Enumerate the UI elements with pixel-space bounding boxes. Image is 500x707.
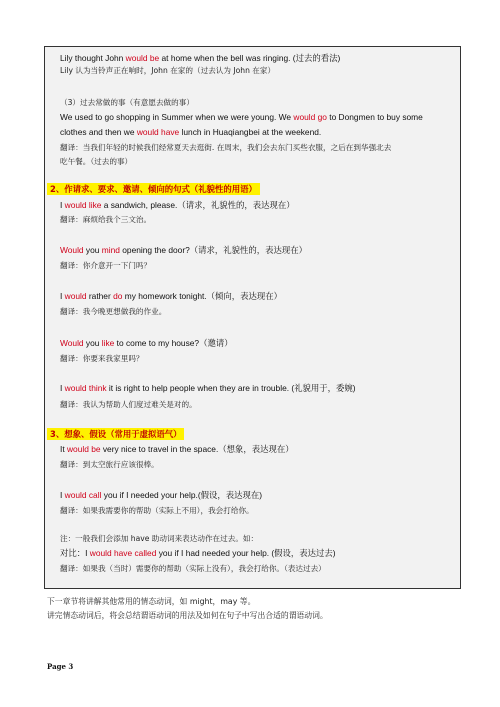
text-run: a sandwich, please.（请求，礼貌性的，表达现在）: [101, 200, 295, 210]
s3-contrast: [60, 548, 336, 559]
s2-item-2-en: [60, 245, 307, 256]
sub3-en-1: [60, 112, 423, 123]
section-3-number: 3、: [50, 429, 65, 439]
s2-item-4-en: [60, 338, 233, 349]
text-run: you: [83, 338, 102, 348]
text-run: I: [60, 200, 65, 210]
text-run: rather: [86, 291, 114, 301]
modal-verb-highlight: mind: [101, 245, 120, 255]
section-2-heading: [47, 183, 260, 195]
sub3-cn-2: 吃午餐。（过去的事）: [60, 157, 133, 166]
text-run: lunch in Huaqiangbei at the weekend.: [179, 127, 322, 137]
modal-verb-highlight: would call: [64, 490, 102, 500]
sub3-en-2: [60, 127, 321, 138]
s2-item-5-cn: 翻译：我认为帮助人们度过难关是对的。: [60, 400, 197, 409]
text-run: you: [83, 245, 102, 255]
modal-verb-highlight: would be: [66, 444, 101, 454]
text-run: to come to my house?（邀请）: [114, 338, 233, 348]
section-3-title: 想象、假设（常用于虚拟语气）: [64, 429, 182, 439]
sub3-heading: （3）过去常做的事（有意愿去做的事）: [60, 98, 194, 107]
text-run: I: [60, 383, 65, 393]
text-run: to Dongmen to buy some: [326, 112, 423, 122]
text-run: 对比：: [60, 548, 86, 558]
text-run: you if I needed your help.(假设，表达现在): [101, 490, 263, 500]
modal-verb-highlight: would: [64, 291, 87, 301]
footer-line-1: 下一章节将讲解其他常用的情态动词，如 might，may 等。: [47, 597, 256, 606]
s3-item-1-cn: 翻译：到太空旅行应该很棒。: [60, 460, 159, 469]
text-run: I: [60, 291, 65, 301]
text-run: We used to go shopping in Summer when we were young. We: [60, 112, 294, 122]
text-run: you if I had needed your help. (假设，表达过去): [156, 548, 336, 558]
modal-verb-highlight: would like: [64, 200, 102, 210]
s2-item-3-cn: 翻译：我今晚更想做我的作业。: [60, 307, 167, 316]
s2-item-1-cn: 翻译：麻烦给我个三文治。: [60, 215, 152, 224]
text-run: at home when the bell was ringing. (过去的看法): [159, 53, 341, 63]
text-run: clothes and then we: [60, 127, 137, 137]
text-run: It: [60, 444, 67, 454]
modal-verb-highlight: Would: [60, 245, 84, 255]
text-run: my homework tonight.（倾向，表达现在）: [122, 291, 283, 301]
s2-item-3-en: [60, 291, 282, 302]
s3-note: 注：一般我们会添加 have 助动词来表达动作在过去。如：: [60, 534, 259, 543]
section-2-number: 2、: [50, 184, 65, 194]
modal-verb-highlight: would be: [125, 53, 160, 63]
modal-verb-highlight: would have called: [89, 548, 157, 558]
sub3-cn-1: 翻译：当我们年轻的时候我们经常夏天去逛街. 在周末，我们会去东门买些衣服，之后在到华强北去: [60, 143, 392, 152]
modal-verb-highlight: like: [101, 338, 115, 348]
text-run: Lily thought John: [60, 53, 126, 63]
s2-item-1-en: [60, 200, 295, 211]
example-past-cn: Lily 认为当铃声正在响时，John 在家的（过去认为 John 在家）: [60, 66, 276, 75]
modal-verb-highlight: Would: [60, 338, 84, 348]
s3-contrast-cn: 翻译：如果我（当时）需要你的帮助（实际上没有），我会打给你。（表达过去）: [60, 564, 326, 573]
text-run: I: [60, 490, 65, 500]
footer-line-2: 讲完情态动词后，将会总结谓语动词的用法及如何在句子中写出合适的谓语动词。: [47, 611, 328, 620]
s3-item-1-en: [60, 444, 294, 455]
s2-item-4-cn: 翻译：你要来我家里吗？: [60, 354, 144, 363]
s3-item-2-cn: 翻译：如果我需要你的帮助（实际上不用），我会打给你。: [60, 506, 254, 515]
example-past-en: [60, 53, 340, 64]
modal-verb-highlight: do: [113, 291, 123, 301]
page-number: Page 3: [47, 662, 74, 671]
modal-verb-highlight: would have: [136, 127, 180, 137]
modal-verb-highlight: would think: [64, 383, 107, 393]
text-run: opening the door?（请求，礼貌性的，表达现在）: [119, 245, 308, 255]
s3-item-2-en: [60, 490, 262, 501]
modal-verb-highlight: would go: [293, 112, 327, 122]
section-3-heading: [47, 428, 184, 440]
text-run: it is right to help people when they are in trouble. (礼貌用于，委婉): [106, 383, 356, 393]
text-run: I: [85, 548, 90, 558]
text-run: very nice to travel in the space.（想象，表达现在）: [100, 444, 294, 454]
section-2-title: 作请求、要求、邀请、倾向的句式（礼貌性的用语）: [64, 184, 257, 194]
s2-item-5-en: [60, 383, 356, 394]
s2-item-2-cn: 翻译：你介意开一下门吗？: [60, 261, 152, 270]
